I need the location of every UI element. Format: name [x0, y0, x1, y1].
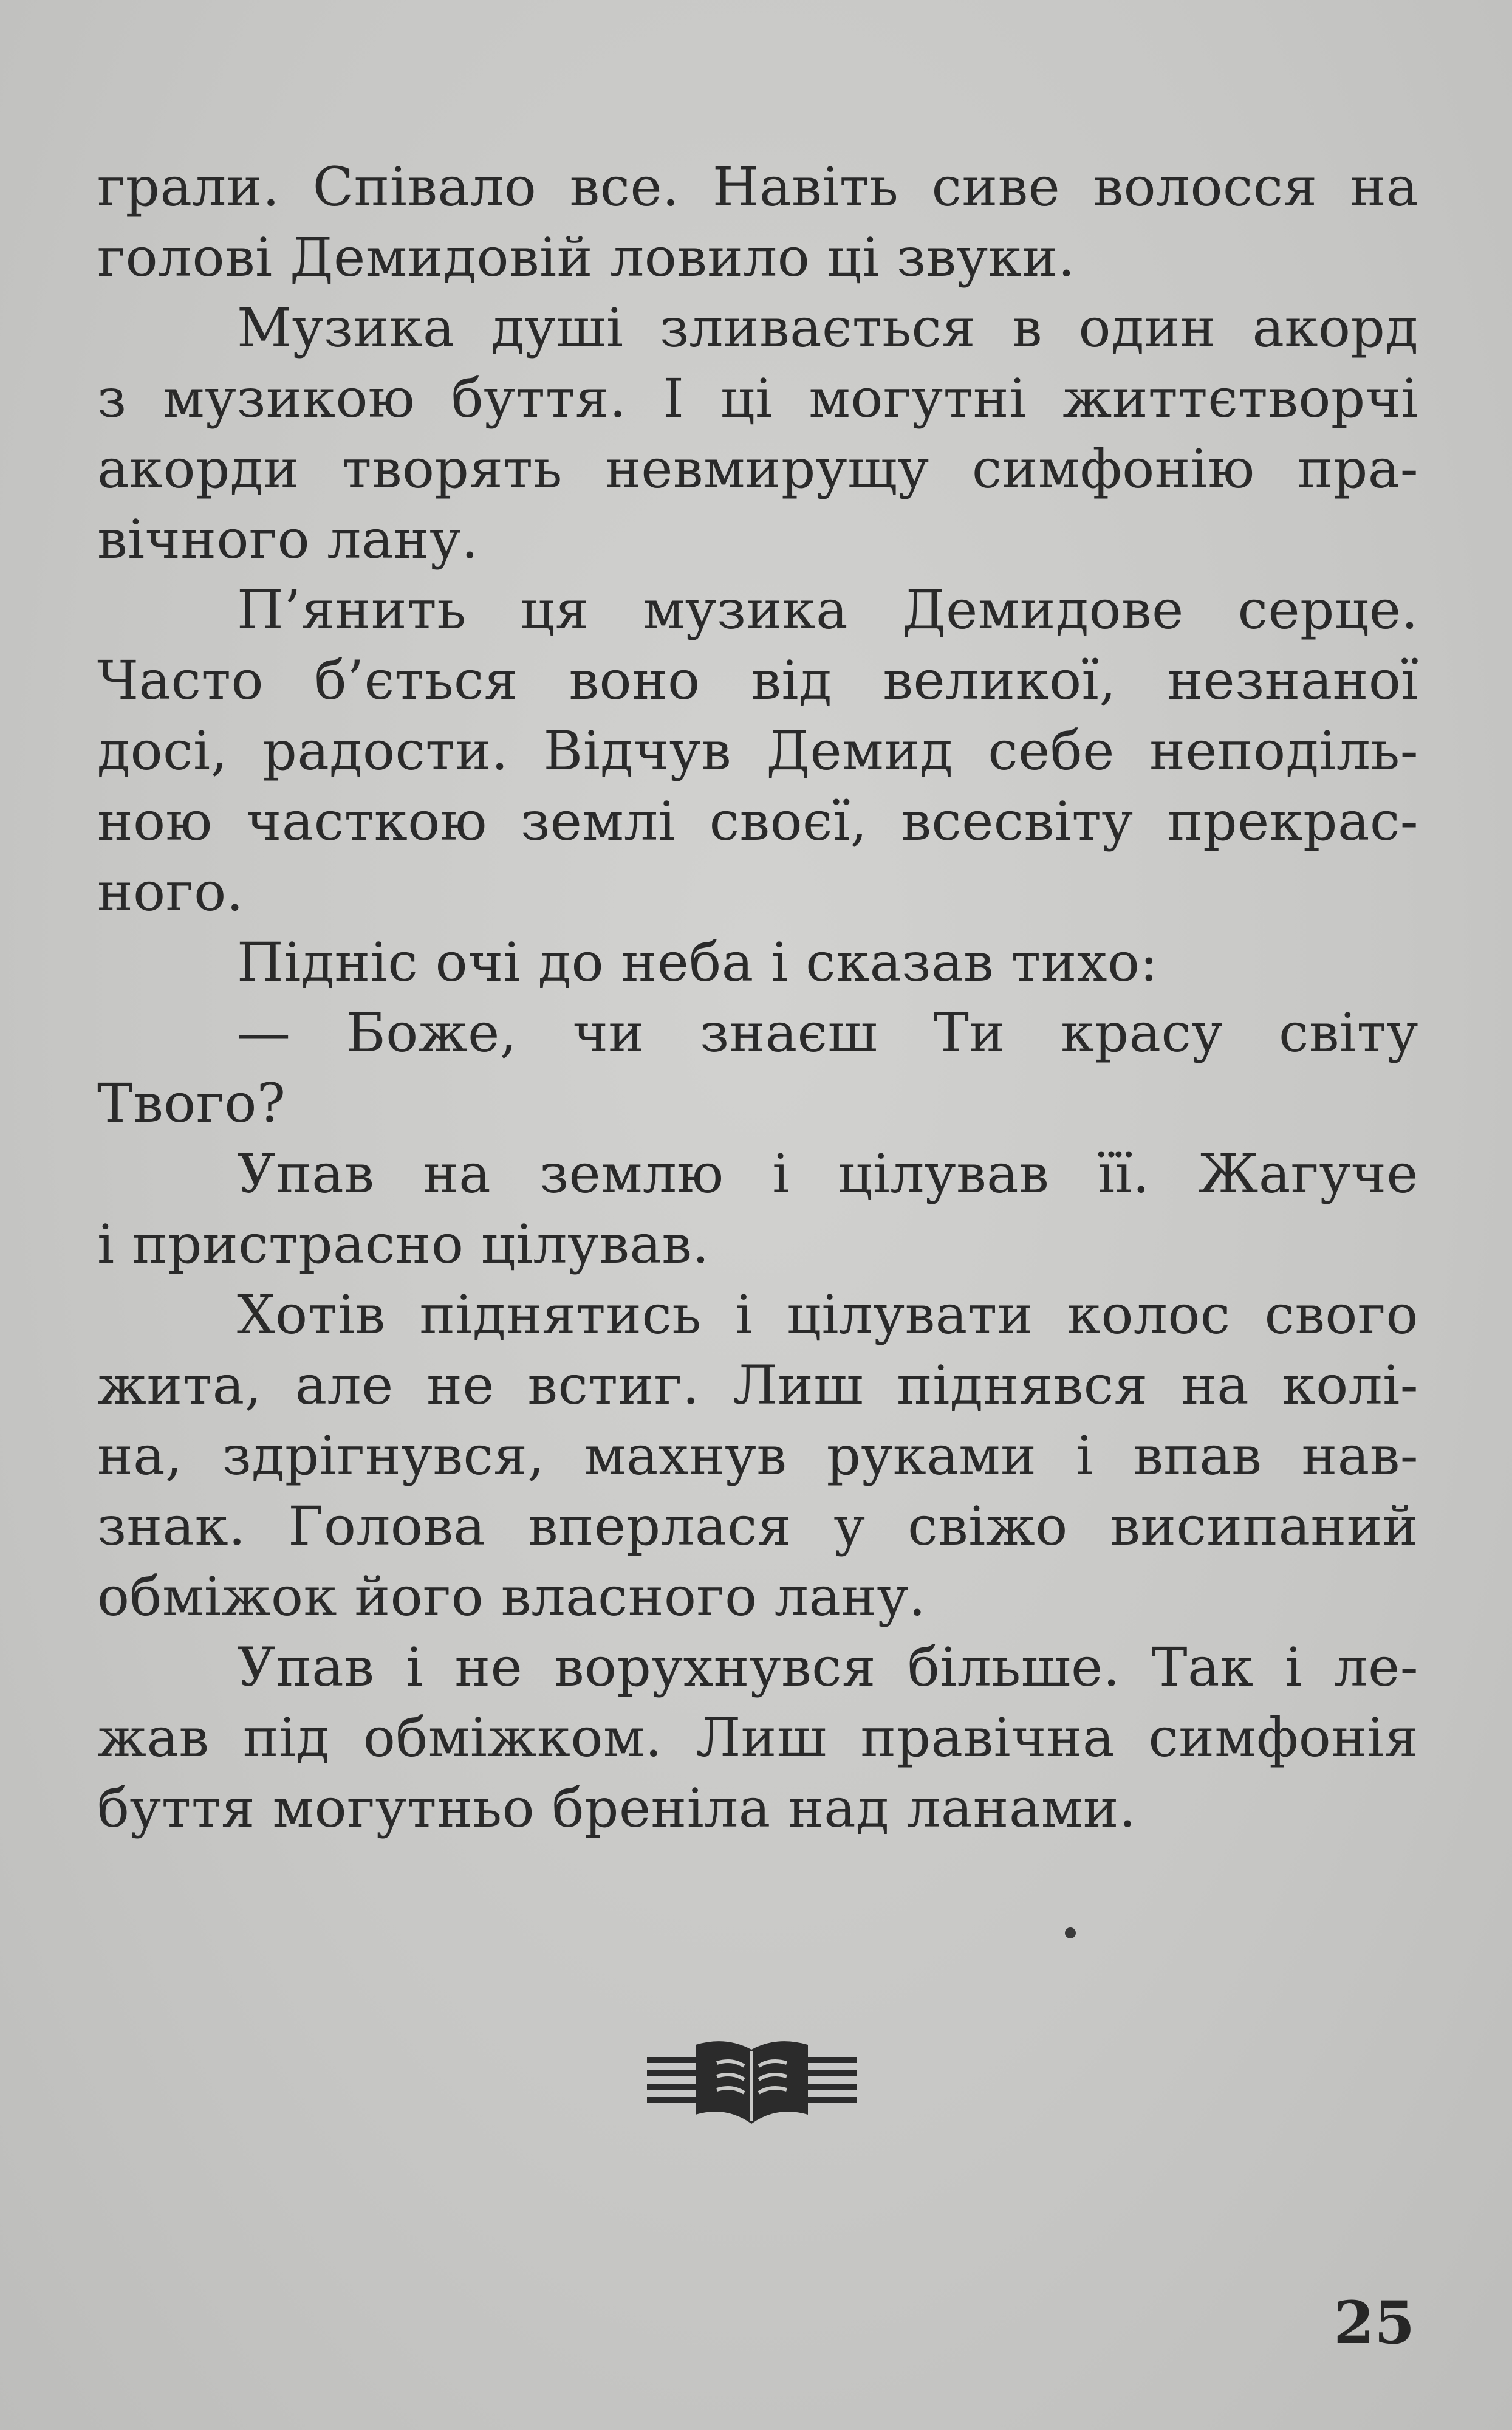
text-line: голові Демидовій ловило ці звуки.: [97, 226, 1075, 289]
text-line: вічного лану.: [97, 508, 479, 571]
open-book-icon: [647, 2033, 857, 2130]
text-line: грали. Співало все. Навіть сиве волосся на: [97, 156, 1418, 218]
paragraph: [97, 152, 1418, 293]
text-line: на, здрігнувся, махнув руками і впав нав-: [97, 1424, 1418, 1487]
text-line: досі, радости. Відчув Демид себе неподіль-: [97, 719, 1418, 782]
text-line: ного.: [97, 860, 244, 923]
text-line: з музикою буття. І ці могутні життєтворчі: [97, 367, 1418, 430]
paragraph: [97, 998, 1418, 1139]
text-line: жав під обміжком. Лиш правічна симфонія: [97, 1706, 1418, 1769]
paragraph: [97, 1632, 1418, 1844]
text-line: Хотів піднятись і цілувати колос свого: [237, 1283, 1418, 1346]
ink-dot: [1065, 1927, 1076, 1938]
paragraph: [97, 1139, 1418, 1280]
text-line: буття могутньо бреніла над ланами.: [97, 1777, 1137, 1839]
paragraph: [97, 927, 1418, 998]
text-line: Часто б’ється воно від великої, незнаної: [97, 649, 1418, 712]
text-line: Підніс очі до неба і сказав тихо:: [237, 931, 1158, 994]
text-line: Упав на землю і цілував її. Жагуче: [237, 1142, 1418, 1205]
text-line: знак. Голова вперлася у свіжо висипаний: [97, 1495, 1418, 1557]
paragraph: [97, 575, 1418, 927]
text-line: ною часткою землі своєї, всесвіту прекрас-: [97, 790, 1418, 853]
text-line: жита, але не встиг. Лиш піднявся на колі-: [97, 1354, 1418, 1416]
text-line: Упав і не ворухнувся більше. Так і ле-: [237, 1636, 1418, 1698]
text-line: обміжок його власного лану.: [97, 1565, 926, 1628]
text-line: акорди творять невмирущу симфонію пра-: [97, 438, 1418, 500]
text-line: і пристрасно цілував.: [97, 1213, 710, 1275]
paragraph: [97, 1280, 1418, 1632]
paragraph: [97, 293, 1418, 575]
page-number: 25: [1333, 2288, 1415, 2357]
text-line: Твого?: [97, 1072, 286, 1134]
text-line: — Боже, чи знаєш Ти красу світу: [237, 1001, 1418, 1064]
text-line: П’янить ця музика Демидове серце.: [237, 578, 1418, 641]
text-line: Музика душі зливається в один акорд: [237, 297, 1418, 359]
body-text: [97, 152, 1418, 1844]
